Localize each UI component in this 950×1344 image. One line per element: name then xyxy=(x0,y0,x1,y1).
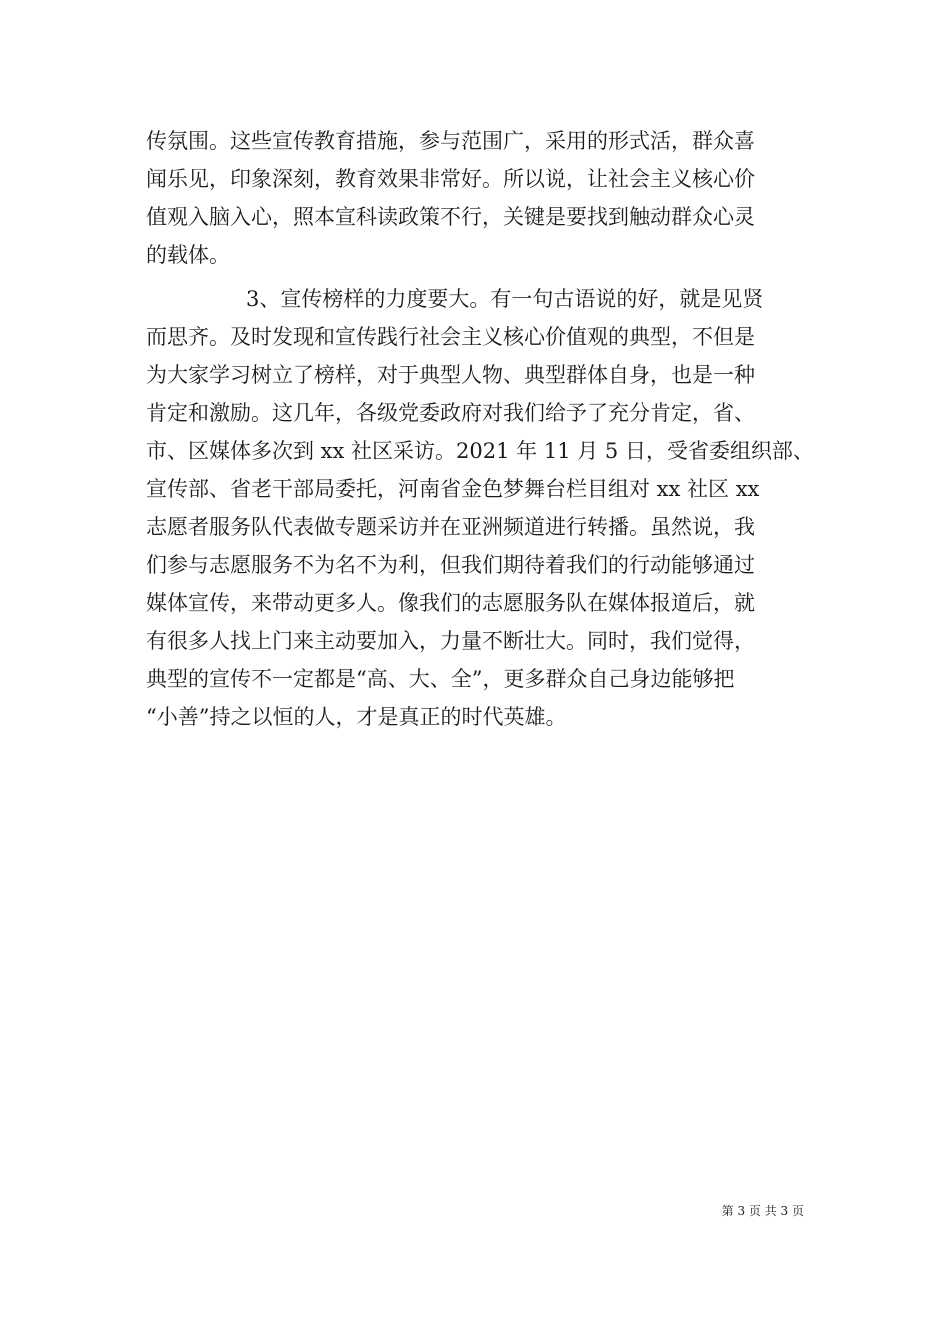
paragraph-1 xyxy=(146,122,826,274)
text-line: 传氛围。这些宣传教育措施，参与范围广，采用的形式活，群众喜 xyxy=(146,129,755,153)
text-line: 肯定和激励。这几年，各级党委政府对我们给予了充分肯定，省、 xyxy=(146,401,755,425)
paragraph-2 xyxy=(146,280,826,736)
text-line: 宣传部、省老干部局委托，河南省金色梦舞台栏目组对 xx 社区 xx xyxy=(146,477,760,501)
text-line: 们参与志愿服务不为名不为利，但我们期待着我们的行动能够通过 xyxy=(146,553,755,577)
text-line: 市、区媒体多次到 xx 社区采访。2021 年 11 月 5 日，受省委组织部、 xyxy=(146,439,814,463)
page-number-footer: 第 3 页 共 3 页 xyxy=(721,1204,804,1218)
text-line: 的载体。 xyxy=(146,243,230,267)
body-text xyxy=(146,122,826,736)
text-line: 3、宣传榜样的力度要大。有一句古语说的好，就是见贤 xyxy=(246,287,764,311)
text-line: 为大家学习树立了榜样，对于典型人物、典型群体自身，也是一种 xyxy=(146,363,755,387)
text-line: 典型的宣传不一定都是“高、大、全”，更多群众自己身边能够把 xyxy=(146,667,735,691)
text-line: “小善”持之以恒的人，才是真正的时代英雄。 xyxy=(146,705,567,729)
text-line: 有很多人找上门来主动要加入，力量不断壮大。同时，我们觉得， xyxy=(146,629,755,653)
text-line: 而思齐。及时发现和宣传践行社会主义核心价值观的典型，不但是 xyxy=(146,325,755,349)
text-line: 值观入脑入心，照本宣科读政策不行，关键是要找到触动群众心灵 xyxy=(146,205,755,229)
text-line: 媒体宣传，来带动更多人。像我们的志愿服务队在媒体报道后，就 xyxy=(146,591,755,615)
text-line: 志愿者服务队代表做专题采访并在亚洲频道进行转播。虽然说，我 xyxy=(146,515,755,539)
text-line: 闻乐见，印象深刻，教育效果非常好。所以说，让社会主义核心价 xyxy=(146,167,755,191)
